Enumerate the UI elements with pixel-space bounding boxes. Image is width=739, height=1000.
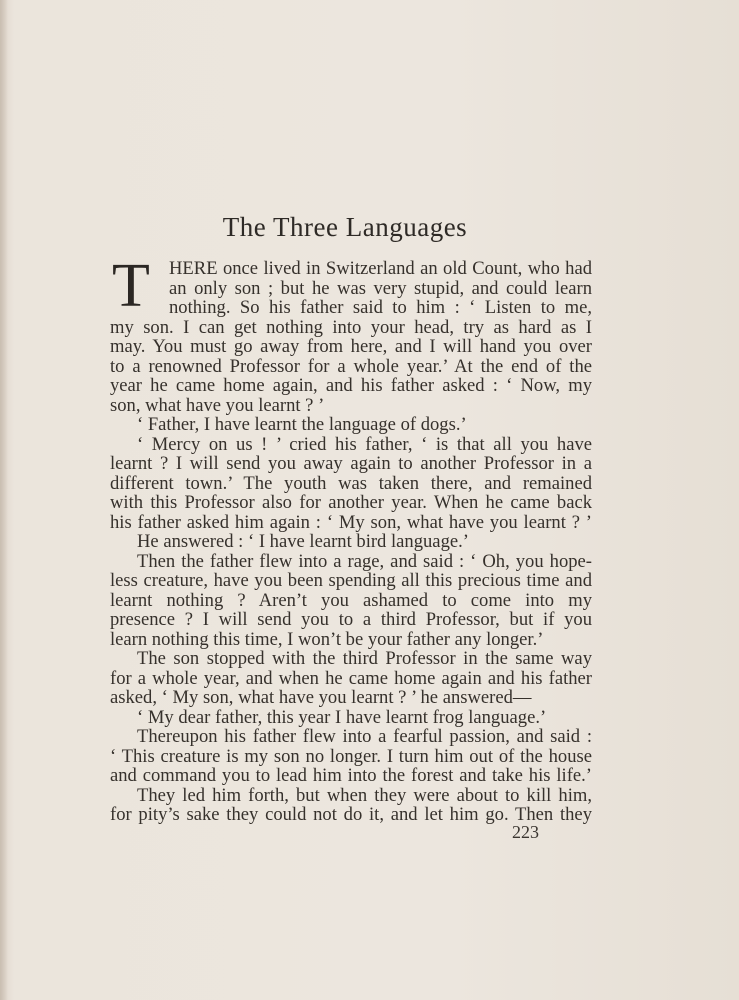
text-line: year he came home again, and his father asked : ‘ Now, my: [110, 375, 592, 396]
text-line: learnt nothing ? Aren’t you ashamed to come into my: [110, 589, 592, 611]
text-line: presence ? I will send you to a third Professor, but if you: [110, 609, 592, 630]
text-line: may. You must go away from here, and I will hand you over: [110, 336, 592, 357]
text-line: ‘ Mercy on us ! ’ cried his father, ‘ is that all you have: [137, 433, 592, 455]
text-line: learn nothing this time, I won’t be your father any longer.’: [110, 628, 544, 650]
text-line: and command you to lead him into the forest and take his life.’: [110, 765, 592, 786]
page-gutter-shadow: [0, 0, 8, 1000]
chapter-title: The Three Languages: [222, 212, 468, 242]
text-line: ‘ My dear father, this year I have learnt frog language.’: [137, 706, 547, 728]
text-line: for pity’s sake they could not do it, and let him go. Then they: [110, 804, 592, 825]
body-text: [110, 252, 592, 825]
text-line: with this Professor also for another year. When he came back: [110, 492, 592, 513]
text-line: nothing. So his father said to him : ‘ Listen to me,: [169, 297, 592, 318]
text-line: The son stopped with the third Professor in the same way: [137, 648, 592, 669]
text-line: ‘ This creature is my son no longer. I turn him out of the house: [110, 745, 592, 767]
text-line: learnt ? I will send you away again to another Professor in a: [110, 453, 592, 474]
text-line: They led him forth, but when they were about to kill him,: [137, 784, 592, 806]
text-line: less creature, have you been spending all this precious time and: [110, 570, 592, 591]
drop-cap: T: [112, 252, 150, 320]
text-line: son, what have you learnt ? ’: [110, 394, 325, 416]
text-line: Thereupon his father flew into a fearful passion, and said :: [137, 726, 592, 747]
text-line: an only son ; but he was very stupid, and could learn: [169, 277, 592, 299]
text-line: asked, ‘ My son, what have you learnt ? ’ he answered—: [110, 687, 532, 708]
text-line: He answered : ‘ I have learnt bird language.’: [137, 531, 469, 552]
text-line: Then the father flew into a rage, and said : ‘ Oh, you hope-: [137, 550, 592, 572]
text-line: for a whole year, and when he came home again and his father: [110, 667, 592, 689]
text-line: different town.’ The youth was taken there, and remained: [110, 472, 592, 494]
text-line: HERE once lived in Switzerland an old Count, who had: [169, 258, 592, 279]
page-number: 223: [512, 822, 539, 842]
text-line: my son. I can get nothing into your head, try as hard as I: [110, 316, 592, 338]
text-line: to a renowned Professor for a whole year.’ At the end of the: [110, 355, 592, 377]
text-line: ‘ Father, I have learnt the language of dogs.’: [137, 414, 467, 435]
text-line: his father asked him again : ‘ My son, what have you learnt ? ’: [110, 511, 592, 533]
